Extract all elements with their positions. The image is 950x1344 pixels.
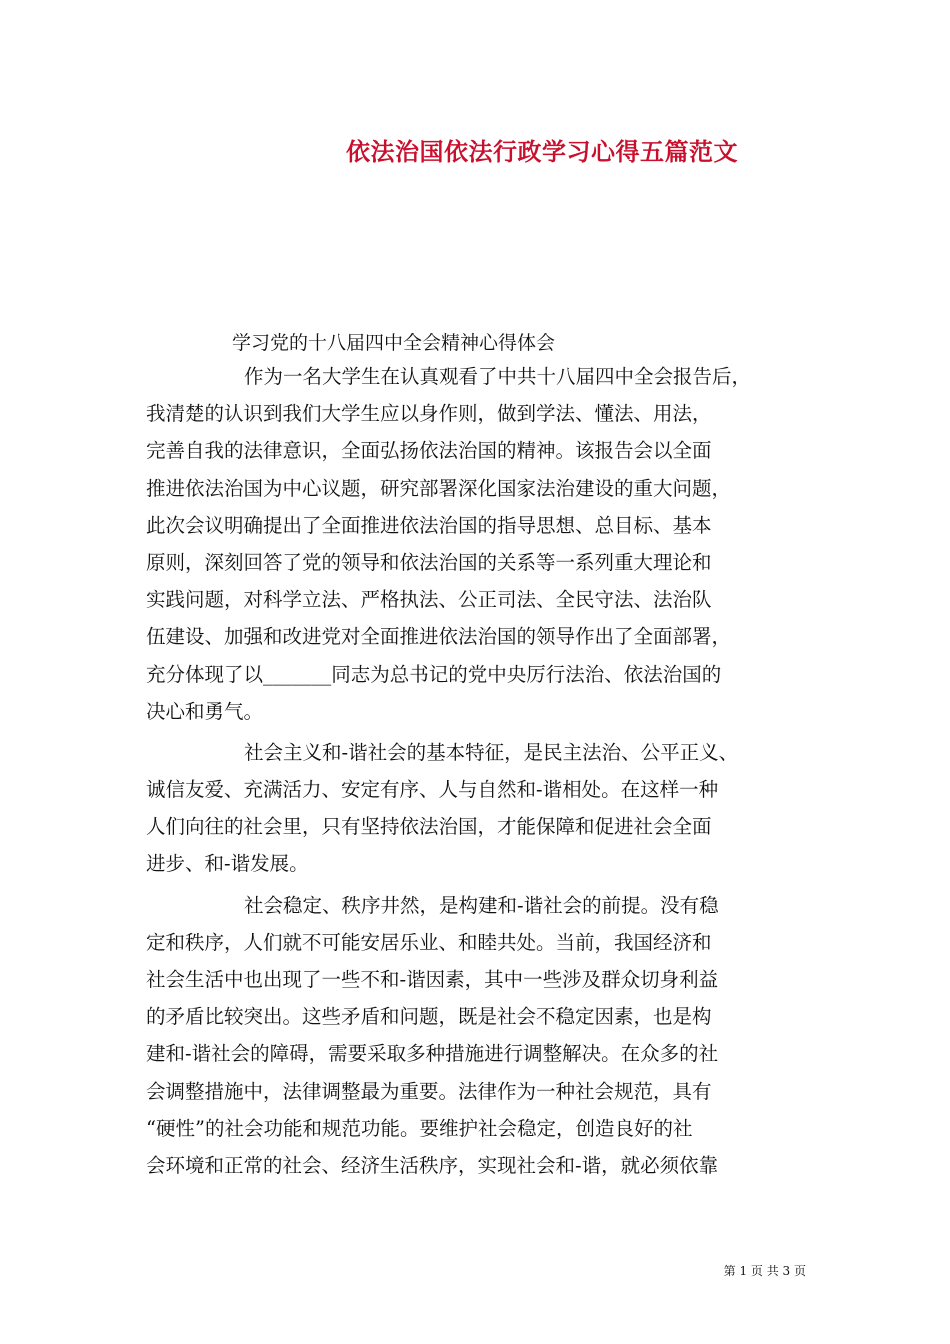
text-line: 会调整措施中，法律调整最为重要。法律作为一种社会规范，具有	[146, 1079, 712, 1103]
paragraph-3	[146, 887, 806, 1185]
text-line: 完善自我的法律意识，全面弘扬依法治国的精神。该报告会以全面	[146, 439, 712, 463]
text-line: 的矛盾比较突出。这些矛盾和问题，既是社会不稳定因素，也是构	[146, 1005, 712, 1029]
text-line: 进步、和-谐发展。	[146, 852, 309, 876]
text-line: 会环境和正常的社会、经济生活秩序，实现社会和-谐，就必须依靠	[146, 1153, 719, 1177]
document-subtitle: 学习党的十八届四中全会精神心得体会	[232, 332, 556, 354]
text-line: 伍建设、加强和改进党对全面推进依法治国的领导作出了全面部署，	[146, 625, 732, 649]
paragraph-1	[146, 358, 806, 730]
text-line: 诚信友爱、充满活力、安定有序、人与自然和-谐相处。在这样一种	[146, 778, 719, 802]
text-line: “硬性”的社会功能和规范功能。要维护社会稳定，创造良好的社	[146, 1116, 693, 1140]
document-title: 依法治国依法行政学习心得五篇范文	[346, 137, 738, 166]
text-line: 原则，深刻回答了党的领导和依法治国的关系等一系列重大理论和	[146, 550, 712, 574]
text-line: 作为一名大学生在认真观看了中共十八届四中全会报告后，	[244, 365, 752, 388]
page-number-footer: 第 1 页 共 3 页	[723, 1264, 806, 1278]
text-line: 此次会议明确提出了全面推进依法治国的指导思想、总目标、基本	[146, 513, 712, 537]
paragraph-2	[146, 734, 806, 883]
text-line: 社会稳定、秩序井然，是构建和-谐社会的前提。没有稳	[244, 893, 719, 917]
text-line: 人们向往的社会里，只有坚持依法治国，才能保障和促进社会全面	[146, 815, 712, 839]
text-line: 实践问题，对科学立法、严格执法、公正司法、全民守法、法治队	[146, 588, 712, 612]
text-line: 推进依法治国为中心议题，研究部署深化国家法治建设的重大问题，	[146, 476, 732, 500]
text-line: 充分体现了以_______同志为总书记的党中央厉行法治、依法治国的	[146, 662, 722, 686]
text-line: 社会主义和-谐社会的基本特征，是民主法治、公平正义、	[244, 740, 739, 764]
text-line: 决心和勇气。	[146, 699, 264, 723]
document-body	[146, 358, 806, 1184]
text-line: 定和秩序，人们就不可能安居乐业、和睦共处。当前，我国经济和	[146, 930, 712, 954]
text-line: 我清楚的认识到我们大学生应以身作则，做到学法、懂法、用法，	[146, 402, 712, 426]
text-line: 社会生活中也出现了一些不和-谐因素，其中一些涉及群众切身利益	[146, 968, 719, 991]
text-line: 建和-谐社会的障碍，需要采取多种措施进行调整解决。在众多的社	[146, 1042, 719, 1066]
